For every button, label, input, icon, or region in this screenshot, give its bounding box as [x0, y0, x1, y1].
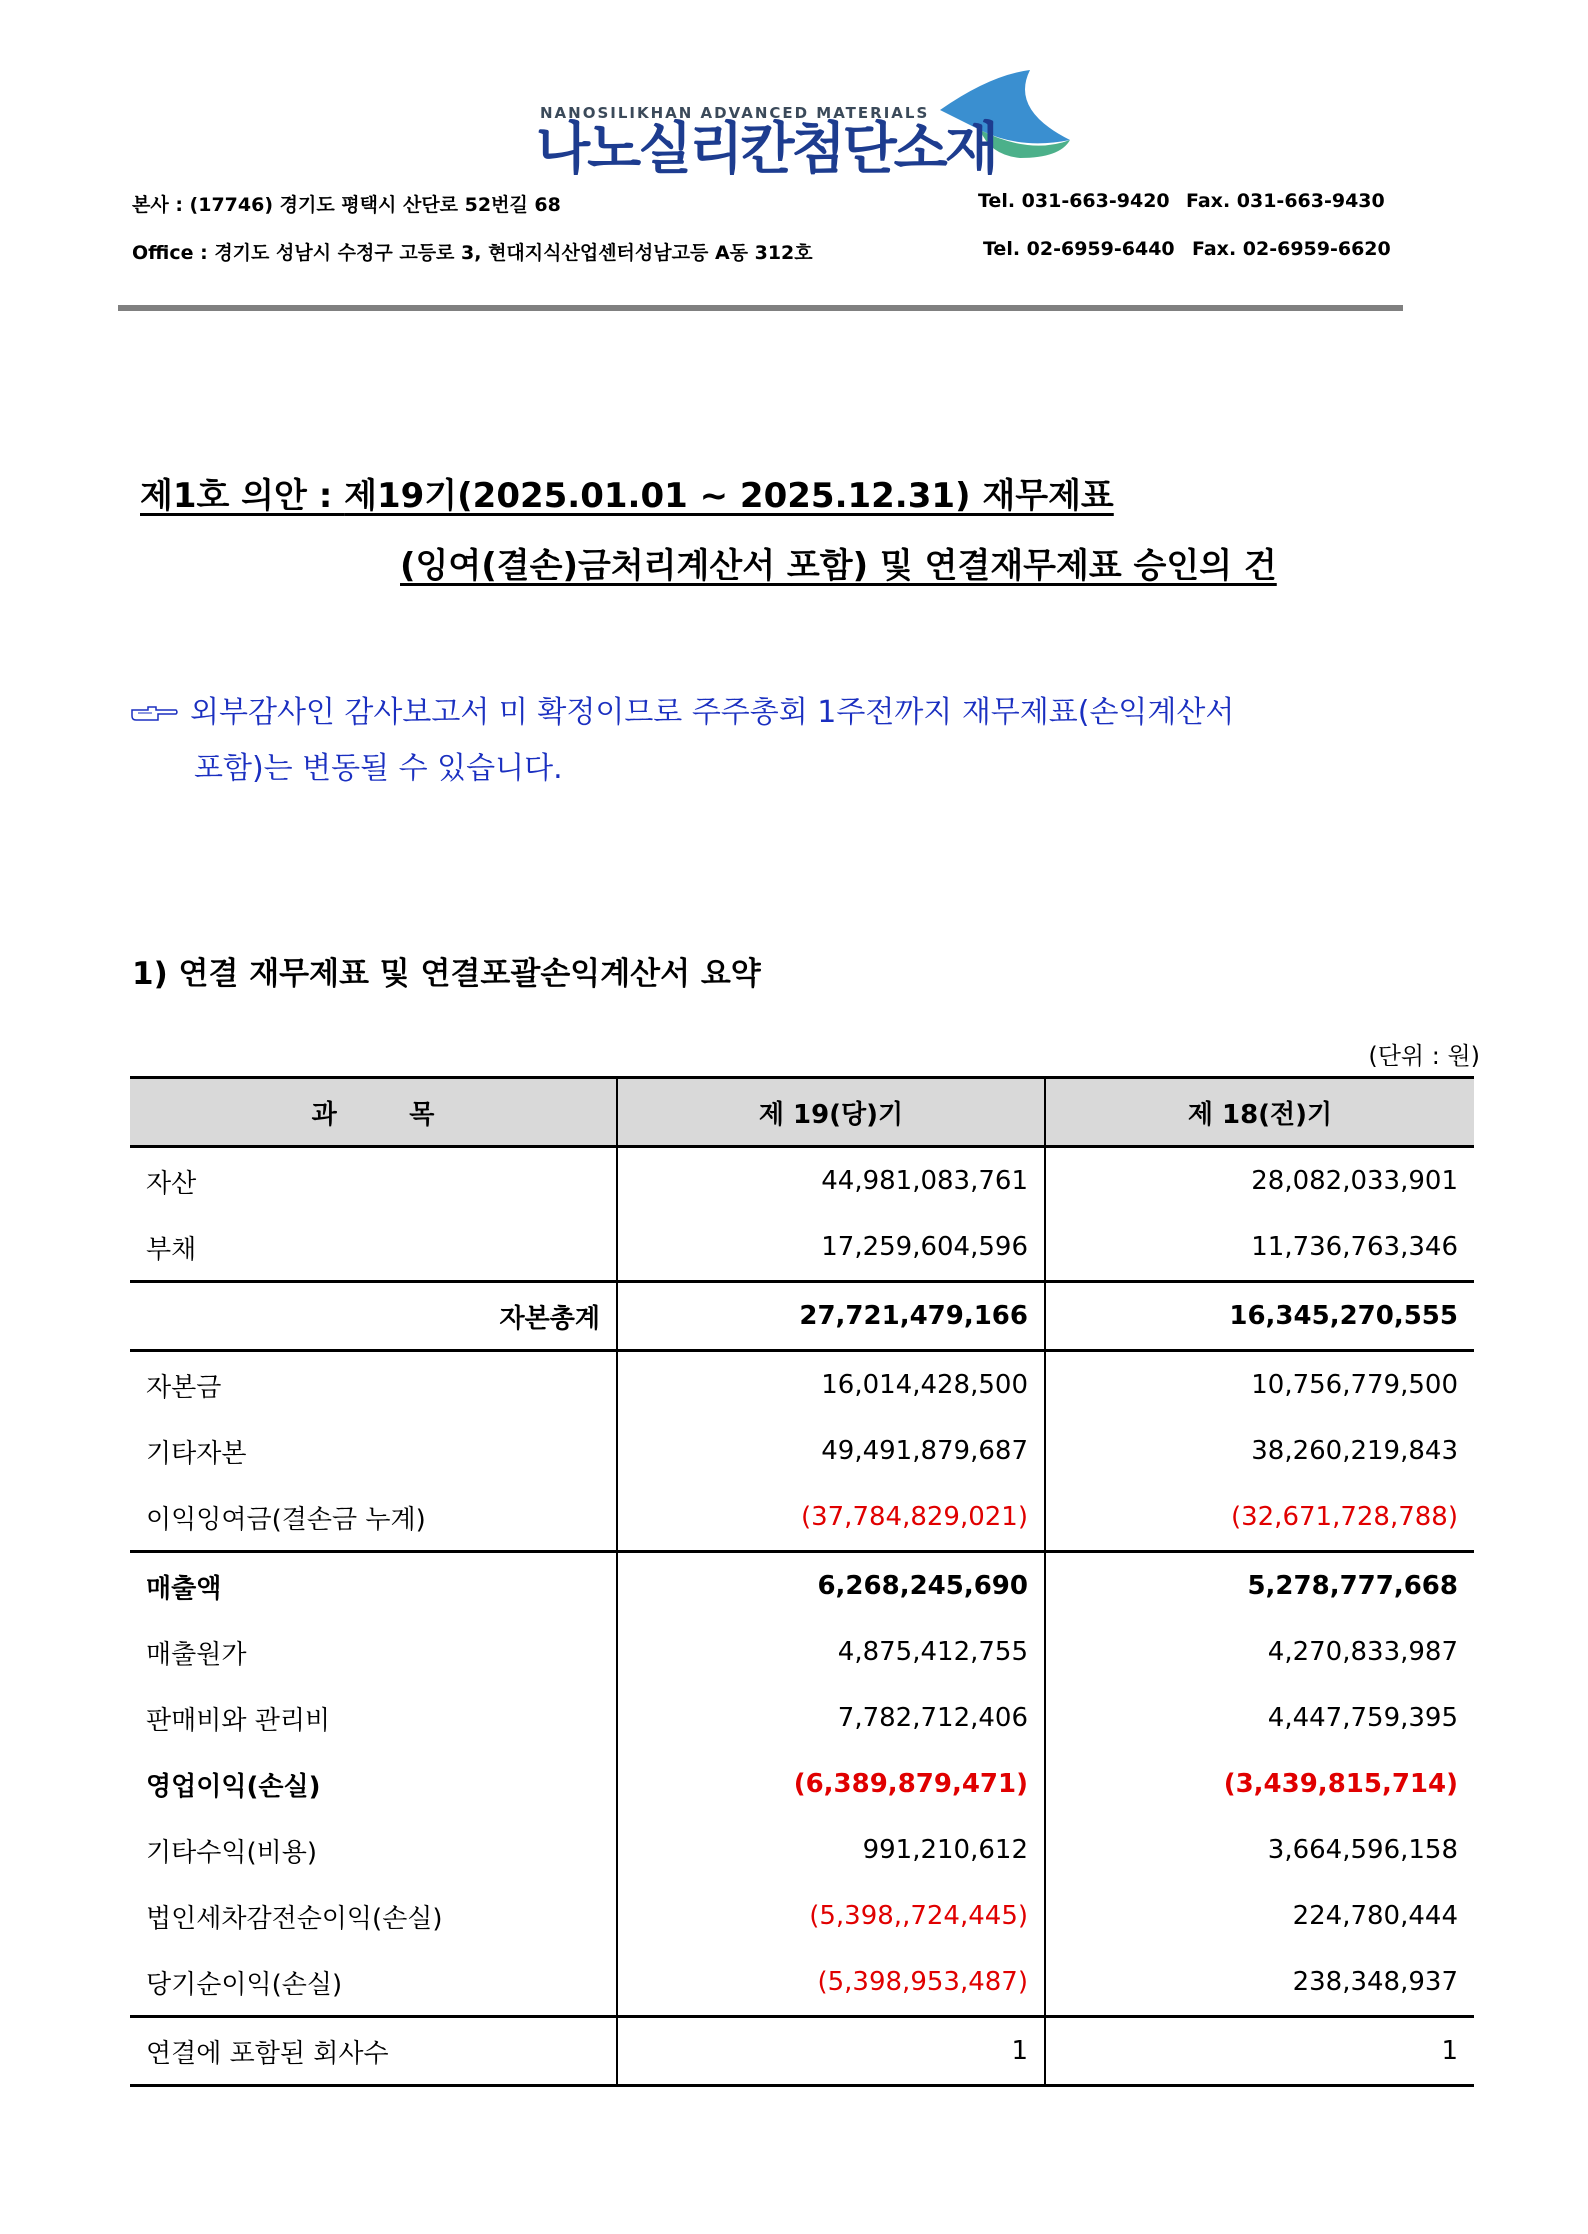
table-row — [130, 1147, 1474, 1215]
row-current: (5,398,953,487) — [617, 1949, 1045, 2017]
header-account: 과 목 — [130, 1078, 617, 1147]
row-label: 이익잉여금(결손금 누계) — [130, 1484, 617, 1552]
hq-tel: Tel. 031-663-9420 — [978, 190, 1170, 212]
header-current-period: 제 19(당)기 — [617, 1078, 1045, 1147]
notice — [130, 685, 1430, 797]
row-current: (6,389,879,471) — [617, 1751, 1045, 1817]
table-row — [130, 1214, 1474, 1282]
hq-fax: Fax. 031-663-9430 — [1186, 190, 1385, 212]
row-prior: 1 — [1045, 2017, 1474, 2086]
row-label: 법인세차감전순이익(손실) — [130, 1883, 617, 1949]
table-row — [130, 1883, 1474, 1949]
row-prior: 238,348,937 — [1292, 1967, 1458, 1997]
table-row — [130, 1817, 1474, 1883]
row-prior: 3,664,596,158 — [1267, 1835, 1458, 1865]
office-tel: Tel. 02-6959-6440 — [983, 238, 1175, 260]
row-current: 49,491,879,687 — [617, 1418, 1045, 1484]
row-label: 자본금 — [130, 1351, 617, 1419]
notice-line1: 외부감사인 감사보고서 미 확정이므로 주주총회 1주전까지 재무제표(손익계산서 — [190, 695, 1235, 730]
row-current: 991,210,612 — [617, 1817, 1045, 1883]
row-prior: 10,756,779,500 — [1045, 1351, 1474, 1419]
row-current: (37,784,829,021) — [617, 1484, 1045, 1552]
row-prior: 5,278,777,668 — [1045, 1552, 1474, 1620]
row-prior: 28,082,033,901 — [1251, 1166, 1458, 1196]
row-prior: (3,439,815,714) — [1223, 1769, 1458, 1799]
table-row — [130, 1351, 1474, 1419]
financial-summary-table — [130, 1076, 1474, 2087]
table-row — [130, 1949, 1474, 2017]
row-label: 매출원가 — [130, 1619, 617, 1685]
row-prior: 11,736,763,346 — [1251, 1232, 1458, 1262]
row-current: 44,981,083,761 — [617, 1147, 1045, 1215]
row-current: 4,875,412,755 — [617, 1619, 1045, 1685]
row-prior: 4,270,833,987 — [1267, 1637, 1458, 1667]
table-row — [130, 1418, 1474, 1484]
table-row — [130, 1685, 1474, 1751]
row-label: 당기순이익(손실) — [130, 1949, 617, 2017]
row-label: 자본총계 — [130, 1282, 617, 1351]
table-row — [130, 1484, 1474, 1552]
header-prior-period: 제 18(전)기 — [1045, 1078, 1474, 1147]
agenda-title-line1 — [140, 468, 1114, 517]
row-prior: 16,345,270,555 — [1045, 1282, 1474, 1351]
row-label: 자산 — [130, 1147, 617, 1215]
unit-label: (단위 : 원) — [1368, 1042, 1480, 1070]
table-row — [130, 1619, 1474, 1685]
row-prior: 224,780,444 — [1292, 1901, 1458, 1931]
pointing-hand-icon — [130, 704, 180, 724]
section-title: 1) 연결 재무제표 및 연결포괄손익계산서 요약 — [132, 956, 761, 992]
hq-address: 본사 : (17746) 경기도 평택시 산단로 52번길 68 — [132, 194, 561, 216]
logo-korean-text: 나노실리칸첨단소재 — [536, 117, 996, 182]
row-prior: (32,671,728,788) — [1230, 1502, 1458, 1532]
row-current: (5,398,,724,445) — [617, 1883, 1045, 1949]
company-logo — [530, 70, 1090, 185]
row-prior: 4,447,759,395 — [1267, 1703, 1458, 1733]
table-row — [130, 1552, 1474, 1620]
table-header-row — [130, 1078, 1474, 1147]
agenda-period: 제19기(2025.01.01 ~ 2025.12.31) 재무제표 — [344, 476, 1114, 516]
row-prior: 38,260,219,843 — [1251, 1436, 1458, 1466]
office-fax: Fax. 02-6959-6620 — [1192, 238, 1391, 260]
row-current: 17,259,604,596 — [617, 1214, 1045, 1282]
row-current: 6,268,245,690 — [617, 1552, 1045, 1620]
table-row — [130, 2017, 1474, 2086]
row-label: 기타수익(비용) — [130, 1817, 617, 1883]
row-current: 1 — [617, 2017, 1045, 2086]
table-row — [130, 1282, 1474, 1351]
row-label: 부채 — [130, 1214, 617, 1282]
agenda-number: 제1호 의안 : — [140, 476, 345, 516]
row-label: 판매비와 관리비 — [130, 1685, 617, 1751]
row-label: 영업이익(손실) — [130, 1751, 617, 1817]
row-label: 연결에 포함된 회사수 — [130, 2017, 617, 2086]
row-current: 7,782,712,406 — [617, 1685, 1045, 1751]
table-row — [130, 1751, 1474, 1817]
row-label: 기타자본 — [130, 1418, 617, 1484]
row-current: 16,014,428,500 — [617, 1351, 1045, 1419]
logo-english-text: NANOSILIKHAN ADVANCED MATERIALS — [540, 104, 930, 122]
row-current: 27,721,479,166 — [617, 1282, 1045, 1351]
office-address: Office : 경기도 성남시 수정구 고등로 3, 현대지식산업센터성남고등 A동 312호 — [132, 242, 813, 264]
header-divider — [118, 305, 1403, 311]
notice-line2: 포함)는 변동될 수 있습니다. — [194, 751, 563, 786]
agenda-title-line2: (잉여(결손)금처리계산서 포함) 및 연결재무제표 승인의 건 — [400, 546, 1277, 586]
row-label: 매출액 — [130, 1552, 617, 1620]
